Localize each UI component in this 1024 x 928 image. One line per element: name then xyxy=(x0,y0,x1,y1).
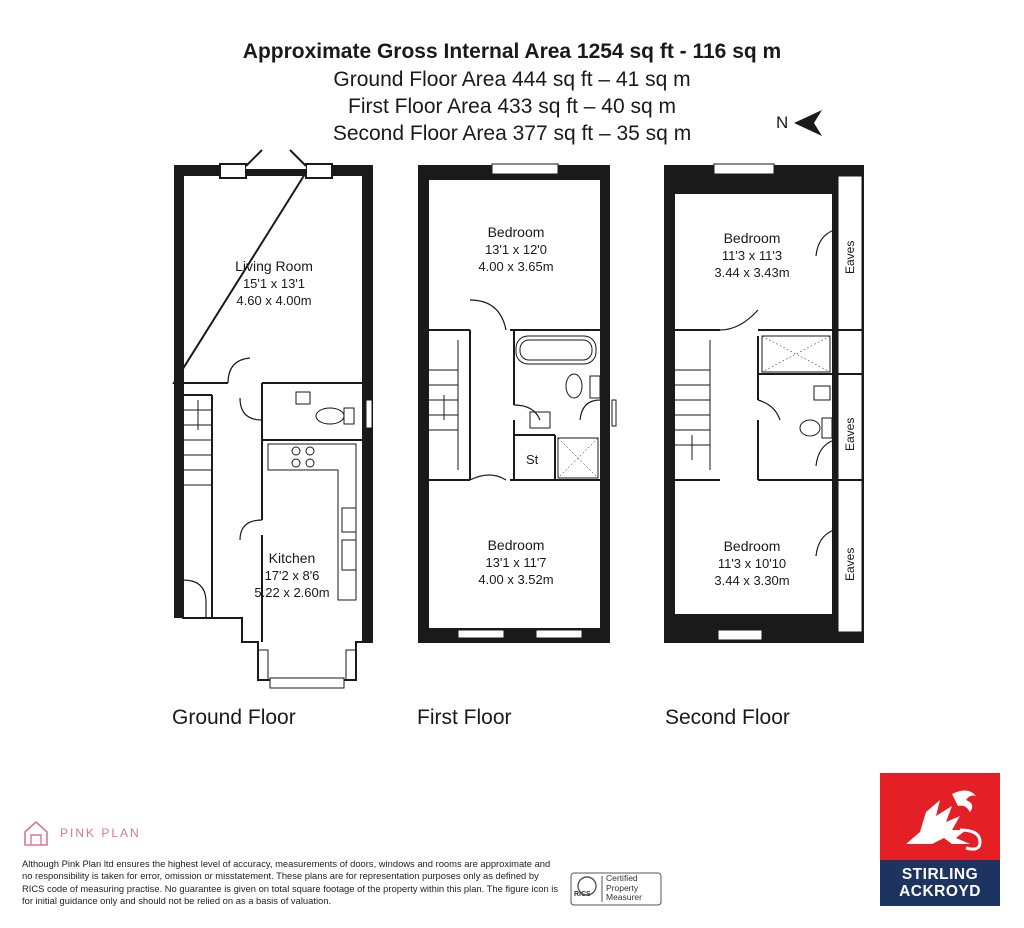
second-bedroom-bottom-name: Bedroom xyxy=(723,538,781,554)
rics-line-2: Property xyxy=(606,882,639,893)
kitchen-metric: 5.22 x 2.60m xyxy=(254,585,330,600)
ground-floor-walls xyxy=(174,150,372,688)
first-bedroom-bottom-name: Bedroom xyxy=(487,537,545,553)
pink-plan-house-icon xyxy=(22,818,50,848)
living-room-metric: 4.60 x 4.00m xyxy=(236,293,312,308)
first-bedroom-top-metric: 4.00 x 3.65m xyxy=(478,259,554,274)
disclaimer-text: Although Pink Plan ltd ensures the highest level of accuracy, measurements of doors, windows and rooms are approximate and no responsibility is taken for error, omission or misstatement. These plans are for representation purposes only as defined by RICS code of measuring practise. No guarantee is given on total square footage of the property within this plan. The figure icon is for initial guidance only and should not be relied on as a basis of valuation. xyxy=(22,858,559,906)
first-bedroom-bottom-label xyxy=(456,537,576,588)
eaves-label-top: Eaves xyxy=(843,240,857,274)
agent-name-line-1: STIRLING xyxy=(901,866,979,883)
second-bedroom-top-name: Bedroom xyxy=(723,230,781,246)
second-floor-label: Second Floor xyxy=(665,706,790,729)
second-bedroom-bottom-metric: 3.44 x 3.30m xyxy=(714,573,790,588)
living-room-label xyxy=(214,258,334,309)
second-bedroom-top-metric: 3.44 x 3.43m xyxy=(714,265,790,280)
first-bedroom-top-label xyxy=(456,224,576,275)
living-room-imperial: 15'1 x 13'1 xyxy=(242,276,306,291)
griffin-icon xyxy=(896,782,988,856)
second-bedroom-top-label xyxy=(692,230,812,281)
eaves-label-bottom: Eaves xyxy=(843,547,857,581)
first-bedroom-top-imperial: 13'1 x 12'0 xyxy=(484,242,548,257)
kitchen-imperial: 17'2 x 8'6 xyxy=(264,568,320,583)
area-title: Approximate Gross Internal Area 1254 sq ft - 116 sq m xyxy=(242,40,782,63)
first-floor-area: First Floor Area 433 sq ft – 40 sq m xyxy=(348,95,676,118)
rics-certified-text xyxy=(606,874,642,903)
living-room-name: Living Room xyxy=(235,258,313,274)
kitchen-label xyxy=(232,550,352,601)
kitchen-name: Kitchen xyxy=(268,550,316,566)
first-bedroom-bottom-imperial: 13'1 x 11'7 xyxy=(485,555,547,570)
first-floor-label: First Floor xyxy=(417,706,512,729)
pink-plan-brand: PINK PLAN xyxy=(60,826,141,840)
rics-line-1: Certified xyxy=(606,873,638,883)
agent-name-line-2: ACKROYD xyxy=(899,883,981,900)
second-bedroom-bottom-imperial: 11'3 x 10'10 xyxy=(717,556,787,571)
second-bedroom-top-imperial: 11'3 x 11'3 xyxy=(721,248,783,263)
first-bedroom-top-name: Bedroom xyxy=(487,224,545,240)
ground-floor-area: Ground Floor Area 444 sq ft – 41 sq m xyxy=(333,68,691,91)
ground-floor-label: Ground Floor xyxy=(172,706,296,729)
eaves-label-middle: Eaves xyxy=(843,417,857,451)
rics-mark: RICS xyxy=(574,891,591,898)
rics-line-3: Measurer xyxy=(606,892,642,902)
second-bedroom-bottom-label xyxy=(692,538,812,589)
first-bedroom-bottom-metric: 4.00 x 3.52m xyxy=(478,572,554,587)
north-label: N xyxy=(776,113,789,132)
second-floor-area: Second Floor Area 377 sq ft – 35 sq m xyxy=(332,122,692,145)
store-label: St xyxy=(526,452,539,467)
